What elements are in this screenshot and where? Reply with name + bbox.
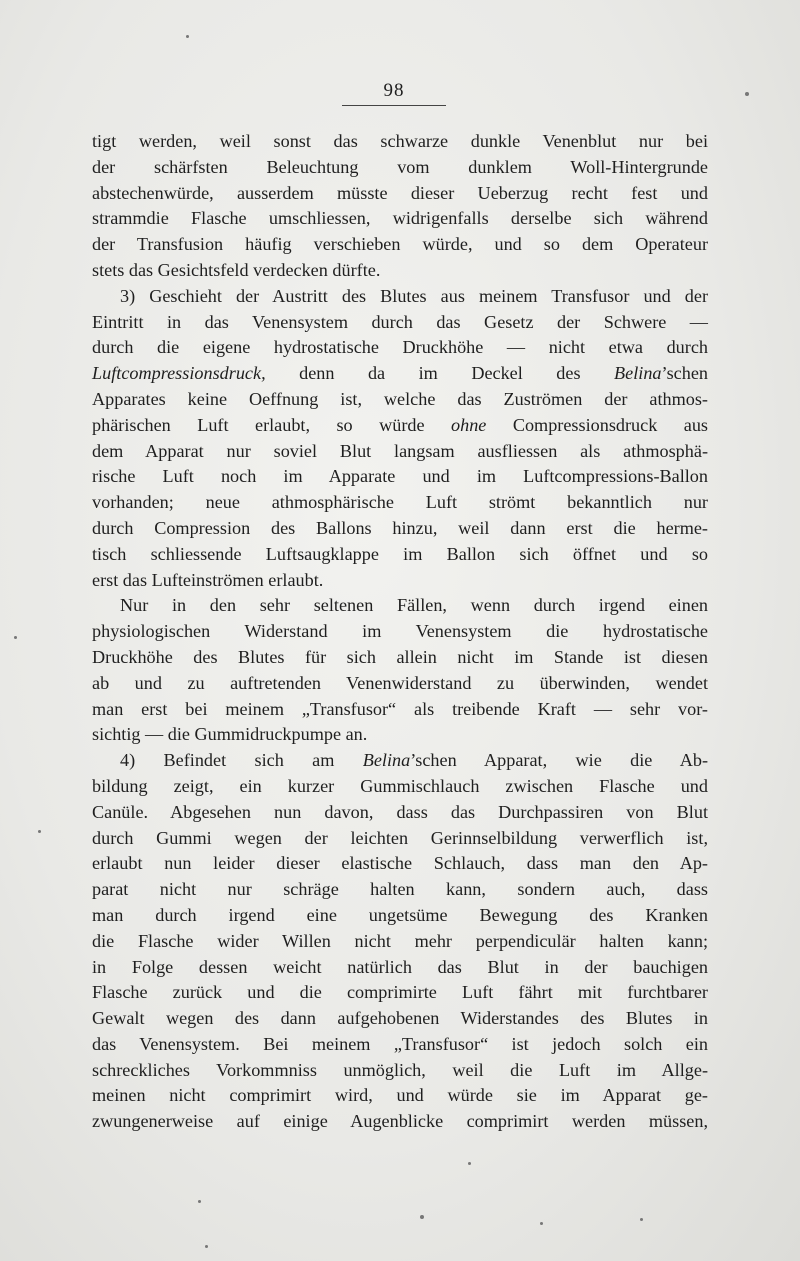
text-line-mixed [92, 361, 708, 387]
scan-speck [420, 1215, 424, 1219]
text-line: schreckliches Vorkommniss unmöglich, weil die Luft im Allge- [92, 1059, 708, 1080]
text-line: vorhanden; neue athmosphärische Luft strömt bekanntlich nur [92, 492, 708, 513]
text-line: zwungenerweise auf einige Augenblicke comprimirt werden müssen, [92, 1111, 708, 1132]
page-number: 98 [383, 80, 405, 101]
text-line: in Folge dessen weicht natürlich das Blut in der bauchigen [92, 956, 708, 977]
text-line: Nur in den sehr seltenen Fällen, wenn durch irgend einen [120, 595, 708, 616]
text-line: der schärfsten Beleuchtung vom dunklem Woll-Hintergrunde [92, 156, 708, 177]
header-rule [342, 105, 446, 106]
scan-speck [198, 1200, 201, 1203]
text-line: tisch schliessende Luftsaugklappe im Ballon sich öffnet und so [92, 543, 708, 564]
text-run: Compressionsdruck aus [486, 414, 708, 435]
text-run: phärischen Luft erlaubt, so würde [92, 414, 452, 435]
scan-speck [540, 1222, 543, 1225]
text-run: ’schen Apparat, wie die Ab- [410, 750, 708, 771]
text-line: bildung zeigt, ein kurzer Gummischlauch zwischen Flasche und [92, 775, 708, 796]
text-line: meinen nicht comprimirt wird, und würde sie im Apparat ge- [92, 1085, 708, 1106]
text-line: man durch irgend eine ungetsüme Bewegung des Kranken [92, 904, 708, 925]
text-line: die Flasche wider Willen nicht mehr perpendiculär halten kann; [92, 930, 708, 951]
text-line: das Venensystem. Bei meinem „Transfusor“ ist jedoch solch ein [92, 1033, 708, 1054]
text-line: Eintritt in das Venensystem durch das Gesetz der Schwere — [92, 311, 708, 332]
text-line: sichtig — die Gummidruckpumpe an. [92, 724, 368, 745]
text-line: 3) Geschieht der Austritt des Blutes aus meinem Transfusor und der [120, 285, 708, 306]
text-line: physiologischen Widerstand im Venensystem die hydrostatische [92, 621, 708, 642]
text-line: dem Apparat nur soviel Blut langsam ausfliessen als athmosphä- [92, 440, 708, 461]
text-line: durch Compression des Ballons hinzu, weil dann erst die herme- [92, 517, 708, 538]
text-run: ’schen [661, 363, 708, 384]
text-line: erst das Lufteinströmen erlaubt. [92, 569, 324, 590]
scan-speck [640, 1218, 643, 1221]
italic-term: Luftcompressionsdruck, [92, 363, 266, 384]
text-run: denn da im Deckel des [265, 363, 615, 384]
text-line-mixed [92, 748, 708, 774]
text-line: abstechenwürde, ausserdem müsste dieser Ueberzug recht fest und [92, 182, 708, 203]
scan-speck [745, 92, 749, 96]
text-line: stets das Gesichtsfeld verdecken dürfte. [92, 259, 381, 280]
text-line: strammdie Flasche umschliessen, widrigenfalls derselbe sich während [92, 208, 708, 229]
scan-speck [205, 1245, 208, 1248]
text-line-mixed [92, 413, 708, 439]
scan-speck [468, 1162, 471, 1165]
text-line: durch die eigene hydrostatische Druckhöhe — nicht etwa durch [92, 337, 708, 358]
text-line: Apparates keine Oeffnung ist, welche das Zuströmen der athmos- [92, 388, 708, 409]
text-line: tigt werden, weil sonst das schwarze dunkle Venenblut nur bei [92, 131, 708, 151]
text-line: Gewalt wegen des dann aufgehobenen Widerstandes des Blutes in [92, 1008, 708, 1029]
italic-name: Belina [362, 750, 411, 771]
text-line: Flasche zurück und die comprimirte Luft fährt mit furchtbarer [92, 982, 708, 1003]
scan-speck [186, 35, 189, 38]
page-header [340, 80, 448, 106]
body-text [92, 129, 708, 1135]
text-run: 4) Befindet sich am [120, 750, 363, 771]
text-line: Canüle. Abgesehen nun davon, dass das Durchpassiren von Blut [92, 801, 708, 822]
text-line: man erst bei meinem „Transfusor“ als treibende Kraft — sehr vor- [92, 698, 708, 719]
scan-speck [38, 830, 41, 833]
text-line: der Transfusion häufig verschieben würde, und so dem Operateur [92, 234, 708, 255]
italic-word: ohne [451, 414, 487, 435]
italic-name: Belina [614, 363, 662, 384]
text-line: erlaubt nun leider dieser elastische Schlauch, dass man den Ap- [92, 853, 708, 874]
text-line: ab und zu auftretenden Venenwiderstand zu überwinden, wendet [92, 672, 708, 693]
text-line: parat nicht nur schräge halten kann, sondern auch, dass [92, 879, 708, 900]
text-line: durch Gummi wegen der leichten Gerinnselbildung verwerflich ist, [92, 827, 708, 848]
text-line: Druckhöhe des Blutes für sich allein nicht im Stande ist diesen [92, 646, 708, 667]
text-line: rische Luft noch im Apparate und im Luftcompressions-Ballon [92, 466, 708, 487]
scan-speck [14, 636, 17, 639]
